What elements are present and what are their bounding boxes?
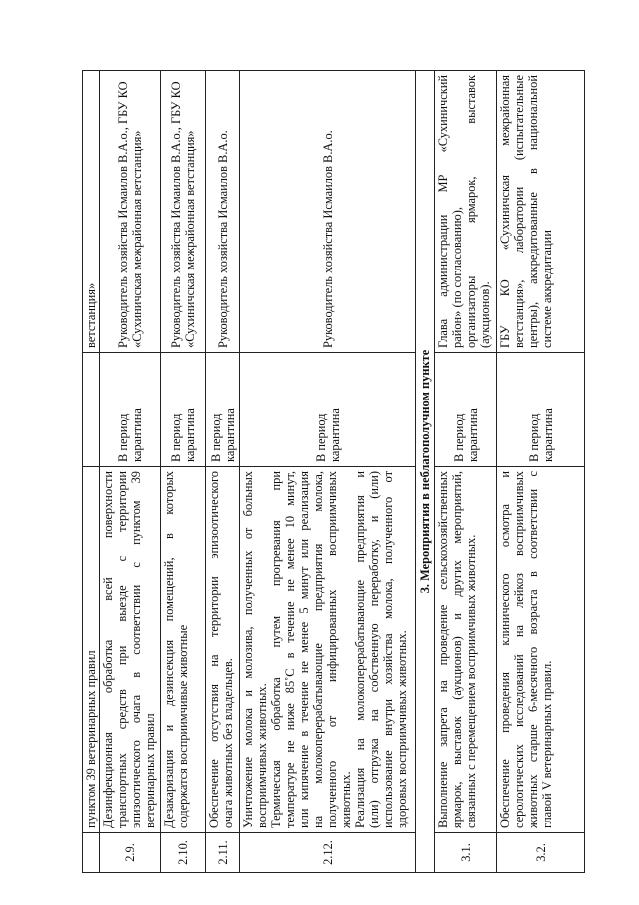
action-line: Дезакаризация и дезинсекция помещений, в которых — [162, 471, 176, 828]
action-line: здоровых восприимчивых животных. — [395, 630, 409, 828]
action-line: использование внутри хозяйства молока, полученного от — [381, 471, 395, 828]
action-line: эпизоотического очага в соответствии с пунктом 39 — [129, 471, 143, 828]
row-number: 3.2. — [497, 833, 585, 873]
row-number: 2.11. — [206, 833, 240, 873]
action-line: на молокоперерабатывающие предприятия молока, — [311, 471, 325, 828]
term-cell: В период карантина — [240, 353, 416, 467]
action-line: или кипячение в течение не менее 5 минут или реализация — [297, 471, 311, 828]
table-row — [206, 71, 240, 873]
responsible-cell: ветстанция» — [83, 71, 100, 353]
action-line: главой V ветеринарных правил. — [540, 660, 554, 828]
responsible-cell — [497, 71, 585, 353]
action-line: (или) отгрузка на собственную переработку, и (или) — [367, 471, 381, 828]
action-cell: пунктом 39 ветеринарных правил — [83, 467, 100, 833]
action-line: Термическая обработка путем прогревания при — [269, 471, 283, 828]
row-number: 2.12. — [240, 833, 416, 873]
action-line: ярмарок, выставок (аукционов) и других мероприятий, — [450, 471, 464, 828]
term-cell: В период карантина — [435, 353, 497, 467]
action-cell — [435, 467, 497, 833]
action-line: Выполнение запрета на проведение сельскохозяйственных — [436, 471, 450, 828]
action-cell — [100, 467, 161, 833]
responsible-cell: Руководитель хозяйства Исмаилов В.А.о. — [206, 71, 240, 353]
row-number: 2.9. — [100, 833, 161, 873]
action-cell — [240, 467, 416, 833]
action-line: транспортных средств при выезде с территории — [115, 471, 129, 828]
action-line: полученного от инфицированных восприимчивых — [325, 471, 339, 828]
action-line: животных старше 6-месячного возраста в соответствии с — [526, 471, 540, 828]
responsible-line: организаторы ярмарок, выставок — [464, 75, 478, 348]
action-line: связанных с перемещением восприимчивых животных. — [464, 534, 478, 828]
action-line: Реализация на молокоперерабатывающие предприятия и — [353, 471, 367, 828]
term-cell: В период карантина — [497, 353, 585, 467]
section-header-row — [416, 71, 435, 873]
responsible-line: Глава администрации МР «Сухиничский — [436, 75, 450, 348]
action-line: содержатся восприимчивые животные — [176, 624, 190, 828]
table-row — [497, 71, 585, 873]
action-line: Дезинфекционная обработка всей поверхности — [101, 471, 115, 828]
rotated-page — [82, 71, 582, 873]
action-line: серологических исследований на лейкоз восприимчивых — [512, 471, 526, 828]
action-line: животных. — [339, 771, 353, 828]
action-line: Обеспечение проведения клинического осмотра и — [498, 471, 512, 828]
responsible-line: ГБУ КО «Сухиничская межрайонная — [498, 75, 512, 348]
term-cell: В период карантина — [100, 353, 161, 467]
action-line: температуре не ниже 85˚С в течение не менее 10 минут, — [283, 471, 297, 828]
row-number: 3.1. — [435, 833, 497, 873]
table-row — [100, 71, 161, 873]
responsible-line: (аукционов). — [478, 281, 492, 348]
responsible-line: ветстанция», лаборатории (испытательные — [512, 75, 526, 348]
responsible-cell: Руководитель хозяйства Исмаилов В.А.о. — [240, 71, 416, 353]
responsible-cell: Руководитель хозяйства Исмаилов В.А.о., ГБУ КО «Сухиничская межрайонная ветстанция» — [100, 71, 161, 353]
measures-table — [82, 70, 585, 873]
num-cell — [83, 833, 100, 873]
table-row — [435, 71, 497, 873]
term-cell — [83, 353, 100, 467]
action-cell — [497, 467, 585, 833]
action-line: Обеспечение отсутствия на территории эпизоотического — [207, 471, 221, 828]
action-line: восприимчивых животных. — [255, 683, 269, 828]
table-row — [161, 71, 206, 873]
responsible-cell: Руководитель хозяйства Исмаилов В.А.о., ГБУ КО «Сухиничская межрайонная ветстанция» — [161, 71, 206, 353]
table-row-continuation — [83, 71, 100, 873]
table-row — [240, 71, 416, 873]
responsible-cell — [435, 71, 497, 353]
action-line: очага животных без владельцев. — [221, 658, 235, 828]
action-cell — [161, 467, 206, 833]
responsible-line: центры), аккредитованные в национальной — [526, 75, 540, 348]
row-number: 2.10. — [161, 833, 206, 873]
action-line: Уничтожение молока и молозива, полученных от больных — [241, 471, 255, 828]
action-cell — [206, 467, 240, 833]
responsible-line: район» (по согласованию), — [450, 207, 464, 348]
term-cell: В период карантина — [161, 353, 206, 467]
action-line: ветеринарных правил — [143, 713, 157, 828]
term-cell: В период карантина — [206, 353, 240, 467]
responsible-line: системе аккредитации — [540, 230, 554, 348]
section-title: 3. Мероприятия в неблагополучном пункте — [416, 71, 435, 873]
